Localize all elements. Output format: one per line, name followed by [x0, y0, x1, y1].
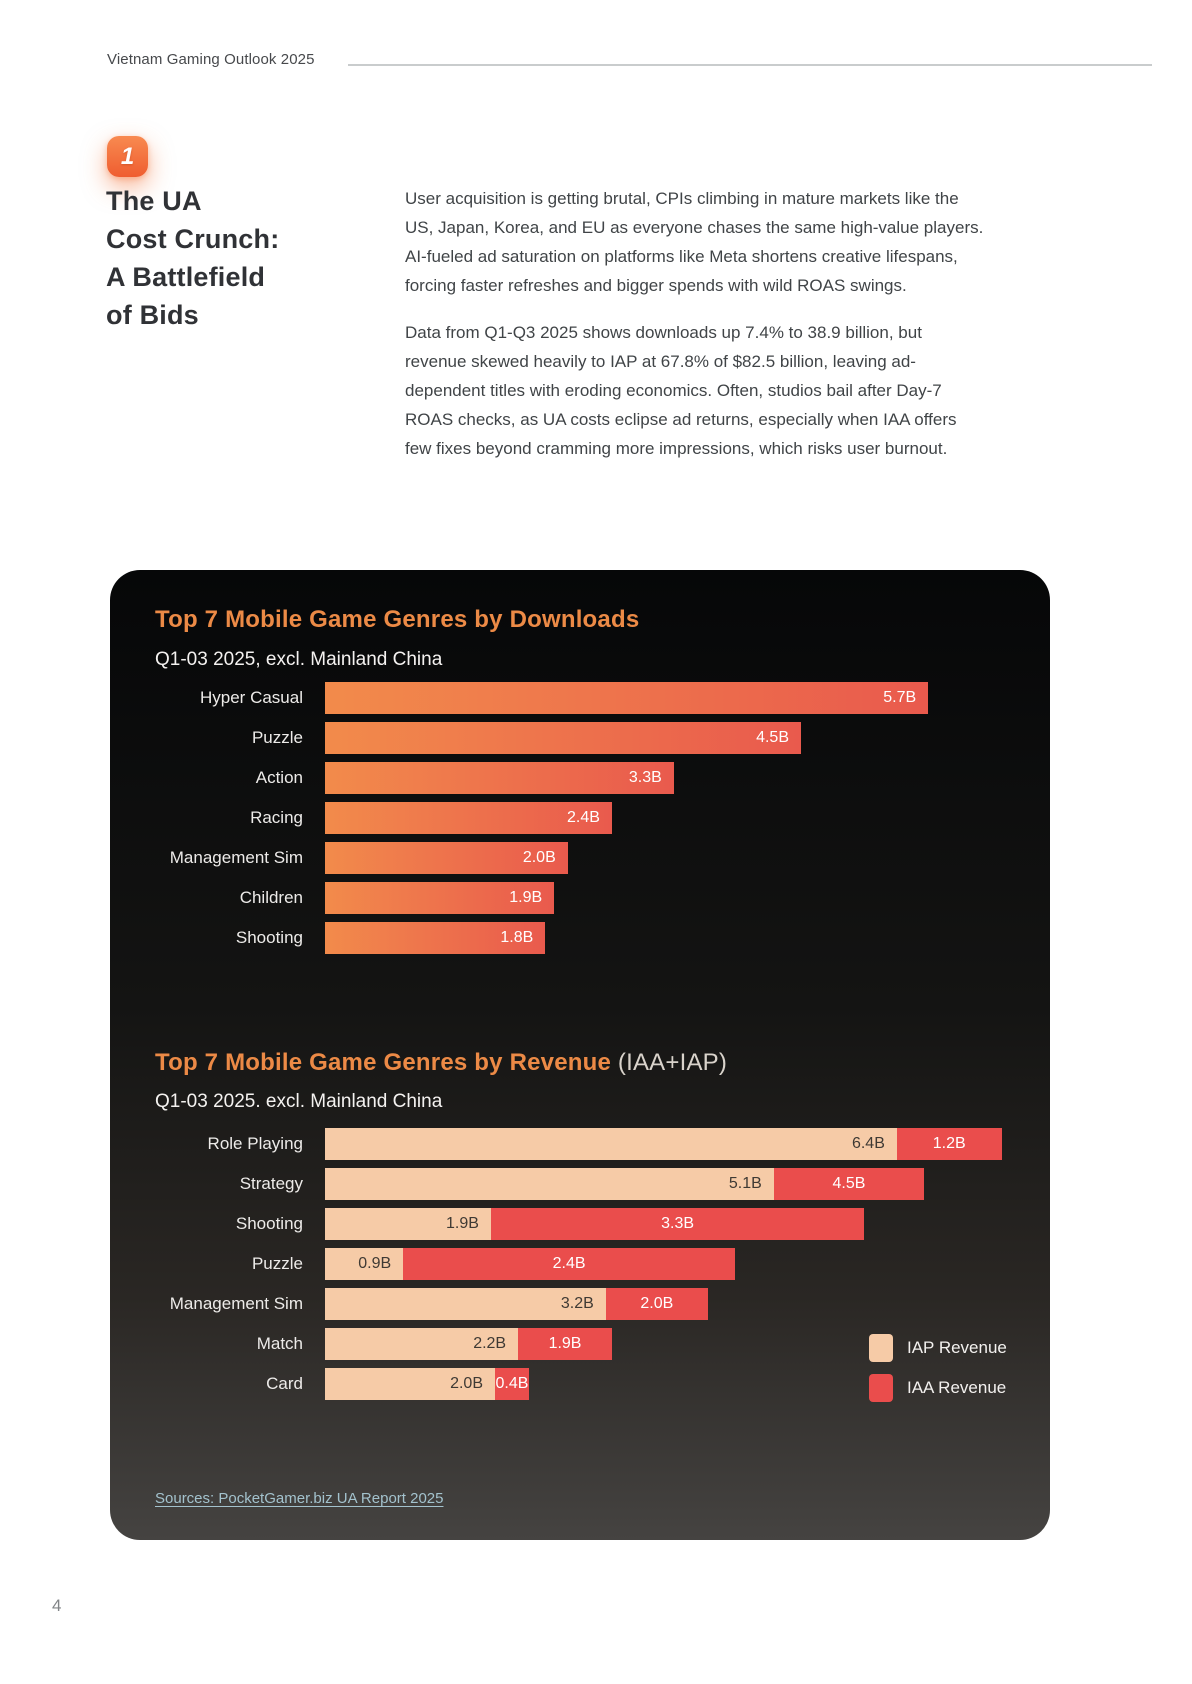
bar-value: 2.0B [640, 1295, 674, 1312]
row-label: Match [256, 1334, 303, 1353]
row-label: Shooting [235, 928, 303, 947]
row-label: Role Playing [207, 1134, 303, 1153]
bar-value: 1.8B [500, 929, 534, 946]
revenue-chart-title-text: Top 7 Mobile Game Genres by Revenue [155, 1049, 612, 1076]
iaa-swatch [869, 1374, 893, 1402]
bar-value: 3.2B [560, 1295, 594, 1312]
bar-value: 1.2B [932, 1135, 966, 1152]
bar-value: 0.4B [495, 1375, 529, 1392]
revenue-chart-title [155, 1049, 727, 1077]
bar-track [325, 802, 1005, 834]
bar-value: 3.3B [661, 1215, 695, 1232]
charts-card [110, 570, 1050, 1540]
chart-row [155, 1248, 1005, 1280]
iaa-bar-segment [897, 1128, 1002, 1160]
section-title-line: of Bids [106, 300, 199, 330]
iaa-bar-segment [606, 1288, 708, 1320]
bar-segment [325, 802, 612, 834]
bar-segment [325, 882, 554, 914]
bar-segment [325, 762, 674, 794]
chart-row [155, 1288, 1005, 1320]
bar-track [325, 1248, 1005, 1280]
chart-row [155, 922, 1005, 954]
bar-segment [325, 722, 801, 754]
iap-bar-segment [325, 1248, 403, 1280]
bar-segment [325, 922, 545, 954]
bar-value: 3.3B [628, 769, 662, 786]
chart-row [155, 882, 1005, 914]
bar-value: 1.9B [548, 1335, 582, 1352]
bar-value: 6.4B [851, 1135, 885, 1152]
chart-legend [869, 1332, 1007, 1412]
legend-item [869, 1332, 1007, 1364]
row-label: Hyper Casual [200, 688, 303, 707]
bar-value: 4.5B [756, 729, 789, 746]
intro-paragraph-1: User acquisition is getting brutal, CPIs climbing in mature markets like the US, Japan, Korea, and EU as everyone chases the same high-value players. AI-fueled ad saturation on platforms like Meta shortens creative lifespans, forcing faster refreshes and bigger spends with wild ROAS swings. [405, 189, 984, 295]
bar-value: 4.5B [832, 1175, 866, 1192]
row-label: Action [255, 768, 303, 787]
section-title-line: A Battlefield [106, 262, 266, 292]
iap-bar-segment [325, 1328, 518, 1360]
iaa-bar-segment [518, 1328, 612, 1360]
intro-paragraph-2: Data from Q1-Q3 2025 shows downloads up 7.4% to 38.9 billion, but revenue skewed heavily to IAP at 67.8% of $82.5 billion, leaving ad-dependent titles with eroding economics. Often, studios bail after Day-7 ROAS checks, as UA costs eclipse ad returns, especially when IAA offers few fixes beyond cramming more impressions, which risks user burnout. [405, 323, 957, 458]
bar-value: 0.9B [358, 1255, 392, 1272]
revenue-chart-title-suffix: (IAA+IAP) [617, 1049, 728, 1076]
downloads-chart-title [155, 606, 639, 634]
bar-track [325, 762, 1005, 794]
iap-bar-segment [325, 1208, 491, 1240]
page-number: 4 [52, 1596, 62, 1615]
legend-label: IAA Revenue [907, 1378, 1007, 1397]
iap-bar-segment [325, 1368, 495, 1400]
bar-track [325, 842, 1005, 874]
chart-row [155, 842, 1005, 874]
chart-row [155, 1168, 1005, 1200]
bar-segment [325, 682, 928, 714]
bar-value: 5.1B [728, 1175, 762, 1192]
chart-row [155, 722, 1005, 754]
bar-track [325, 1128, 1005, 1160]
intro-text [405, 184, 987, 481]
section-title-line: Cost Crunch: [106, 224, 280, 254]
row-label: Children [239, 888, 303, 907]
downloads-chart-subtitle: Q1-03 2025, excl. Mainland China [155, 649, 443, 670]
bar-track [325, 1208, 1005, 1240]
row-label: Puzzle [251, 1254, 303, 1273]
sources-link[interactable]: Sources: PocketGamer.biz UA Report 2025 [155, 1490, 444, 1507]
section-title-line: The UA [106, 186, 202, 216]
bar-value: 5.7B [883, 689, 917, 706]
header-divider [348, 64, 1152, 66]
iaa-bar-segment [774, 1168, 924, 1200]
document-title: Vietnam Gaming Outlook 2025 [107, 51, 315, 68]
revenue-chart-subtitle: Q1-03 2025. excl. Mainland China [155, 1091, 443, 1112]
chart-row [155, 802, 1005, 834]
row-label: Strategy [239, 1174, 303, 1193]
bar-track [325, 722, 1005, 754]
bar-value: 2.0B [522, 849, 556, 866]
iap-bar-segment [325, 1168, 774, 1200]
row-label: Card [266, 1374, 303, 1393]
row-label: Racing [250, 808, 303, 827]
chart-row [155, 1128, 1005, 1160]
iaa-bar-segment [491, 1208, 864, 1240]
chart-row [155, 682, 1005, 714]
section-number-badge [107, 136, 148, 177]
row-label: Shooting [235, 1214, 303, 1233]
bar-track [325, 682, 1005, 714]
bar-value: 1.9B [445, 1215, 479, 1232]
chart-row [155, 1208, 1005, 1240]
bar-track [325, 1288, 1005, 1320]
bar-value: 1.9B [509, 889, 543, 906]
row-label: Management Sim [169, 1294, 303, 1313]
bar-value: 2.0B [450, 1375, 483, 1392]
section-title [106, 182, 279, 334]
bar-value: 2.4B [552, 1255, 586, 1272]
legend-label: IAP Revenue [907, 1338, 1007, 1357]
iap-bar-segment [325, 1128, 897, 1160]
bar-value: 2.2B [473, 1335, 507, 1352]
bar-segment [325, 842, 568, 874]
iaa-bar-segment [403, 1248, 735, 1280]
iap-swatch [869, 1334, 893, 1362]
iaa-bar-segment [495, 1368, 529, 1400]
iap-bar-segment [325, 1288, 606, 1320]
bar-track [325, 922, 1005, 954]
downloads-chart-title-text: Top 7 Mobile Game Genres by Downloads [155, 606, 640, 633]
row-label: Puzzle [251, 728, 303, 747]
legend-item [869, 1372, 1007, 1404]
downloads-chart [155, 682, 1005, 962]
row-label: Management Sim [169, 848, 303, 867]
section-number: 1 [120, 142, 135, 170]
chart-row [155, 762, 1005, 794]
bar-track [325, 882, 1005, 914]
bar-track [325, 1168, 1005, 1200]
bar-value: 2.4B [567, 809, 600, 826]
